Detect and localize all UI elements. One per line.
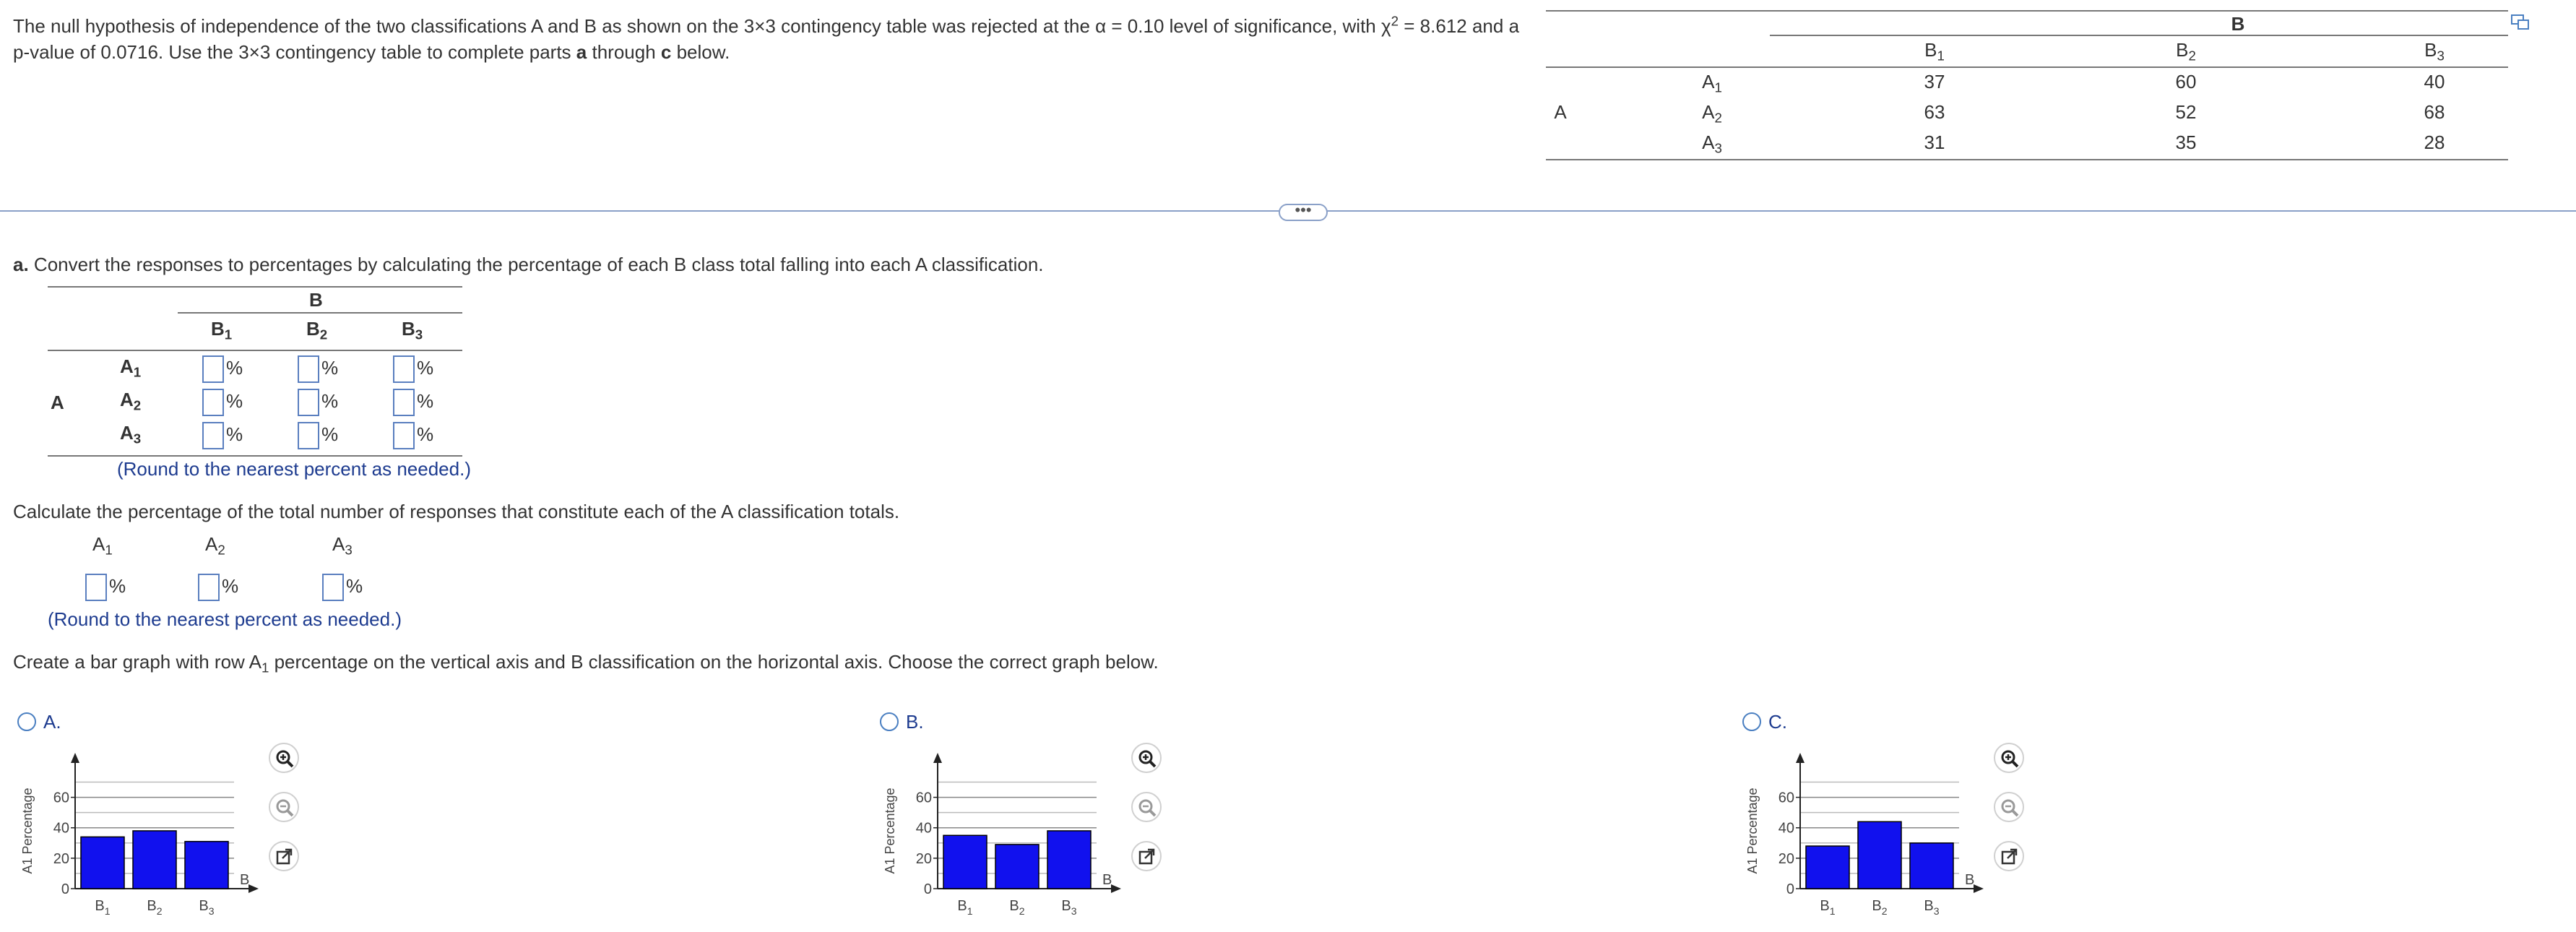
pct-input-a3-b2[interactable] [298, 422, 319, 449]
round-note: (Round to the nearest percent as needed.) [117, 458, 471, 480]
zoom-out-icon[interactable] [269, 792, 299, 822]
popout-icon[interactable] [1131, 841, 1162, 871]
option-radio-c[interactable] [1742, 712, 1761, 731]
pct-input-a2-b3[interactable] [393, 389, 415, 416]
pct-sign: % [417, 390, 434, 412]
y-tick-label: 0 [61, 881, 69, 897]
y-tick-label: 20 [1778, 850, 1794, 867]
col-header: $B_3$ [2424, 39, 2445, 64]
total-pct-input-a1[interactable] [85, 574, 107, 601]
x-tick-label: $B_1$ [95, 898, 111, 917]
col-header: $B_2$ [2176, 39, 2196, 64]
problem-intro: The null hypothesis of independence of the two classifications A and B as shown on the 3×3 contingency table was rejected at the α = 0.10 level of significance, with $\chi^2 = 8.612$ and a p-value of 0.0716. Use the 3×3 contingency table to complete parts a through c below. [13, 13, 1520, 63]
pct-sign: % [417, 357, 434, 379]
x-tick-label: $B_1$ [957, 898, 973, 917]
bar-chart-b [880, 744, 1140, 925]
pct-sign: % [109, 575, 126, 597]
bar-chart-c [1742, 744, 2002, 925]
pct-sign: % [226, 423, 243, 445]
totals-header: $A_3$ [332, 533, 353, 558]
pct-sign: % [417, 423, 434, 445]
col-group-label: B [309, 289, 323, 311]
total-pct-input-a3[interactable] [322, 574, 344, 601]
table-cell: 52 [2175, 101, 2197, 123]
row-header: $A_1$ [1702, 71, 1722, 95]
pct-sign: % [321, 357, 339, 379]
zoom-in-icon[interactable] [1131, 743, 1162, 773]
x-tick-label: $B_2$ [1009, 898, 1025, 917]
popout-icon[interactable] [269, 841, 299, 871]
row-header: $A_3$ [120, 422, 142, 446]
row-header: $A_2$ [120, 389, 142, 413]
expand-icon[interactable] [2511, 14, 2530, 30]
round-note: (Round to the nearest percent as needed.) [48, 608, 402, 630]
pct-input-a3-b3[interactable] [393, 422, 415, 449]
pct-sign: % [226, 390, 243, 412]
row-group-label: A [51, 392, 64, 413]
option-label[interactable]: B. [906, 711, 924, 733]
expand-divider-button[interactable]: ••• [1279, 204, 1328, 221]
graph-prompt: Create a bar graph with row $A_1$ percentage on the vertical axis and B classification on the horizontal axis. Choose the correct graph below. [13, 651, 1159, 676]
table-cell: 40 [2424, 71, 2445, 92]
x-tick-label: $B_3$ [199, 898, 215, 917]
zoom-in-icon[interactable] [269, 743, 299, 773]
table-cell: 60 [2175, 71, 2197, 92]
zoom-in-icon[interactable] [1994, 743, 2024, 773]
y-tick-label: 20 [915, 850, 932, 867]
totals-prompt: Calculate the percentage of the total number of responses that constitute each of the A classification totals. [13, 501, 900, 522]
pct-sign: % [321, 390, 339, 412]
bar [133, 831, 176, 889]
table-rule [178, 312, 462, 314]
y-tick-label: 60 [915, 790, 932, 806]
zoom-out-icon[interactable] [1994, 792, 2024, 822]
table-cell: 31 [1924, 131, 1945, 153]
bar [1858, 821, 1901, 889]
y-tick-label: 40 [1778, 820, 1794, 837]
row-header: $A_3$ [1702, 131, 1722, 156]
pct-input-a3-b1[interactable] [202, 422, 224, 449]
bar [1910, 843, 1953, 889]
pct-input-a1-b1[interactable] [202, 355, 224, 383]
table-rule [48, 286, 462, 288]
y-tick-label: 40 [53, 820, 69, 837]
table-cell: 35 [2175, 131, 2197, 153]
totals-header: $A_2$ [205, 533, 225, 558]
pct-input-a2-b1[interactable] [202, 389, 224, 416]
table-rule [48, 350, 462, 351]
y-tick-label: 0 [1786, 881, 1794, 897]
pct-sign: % [346, 575, 363, 597]
x-axis-label: B [240, 872, 250, 888]
col-header: $B_1$ [211, 318, 233, 342]
y-tick-label: 60 [1778, 790, 1794, 806]
bar [1806, 846, 1849, 889]
y-axis-arrow [1796, 753, 1805, 763]
table-cell: 63 [1924, 101, 1945, 123]
x-tick-label: $B_1$ [1820, 898, 1836, 917]
table-rule [48, 455, 462, 457]
col-group-label: B [2231, 13, 2245, 35]
pct-sign: % [222, 575, 239, 597]
zoom-out-icon[interactable] [1131, 792, 1162, 822]
x-tick-label: $B_2$ [1872, 898, 1888, 917]
totals-header: $A_1$ [92, 533, 113, 558]
table-cell: 37 [1924, 71, 1945, 92]
table-cell: 68 [2424, 101, 2445, 123]
option-radio-a[interactable] [17, 712, 36, 731]
x-axis-label: B [1965, 872, 1975, 888]
contingency-table [1546, 10, 2508, 162]
col-header: $B_1$ [1924, 39, 1945, 64]
bar-chart-a [17, 744, 277, 925]
option-label[interactable]: A. [43, 711, 61, 733]
y-axis-label: A1 Percentage [1745, 788, 1760, 874]
bar [995, 845, 1039, 889]
x-axis-arrow [248, 884, 259, 893]
x-axis-arrow [1974, 884, 1984, 893]
row-header: $A_2$ [1702, 101, 1722, 126]
bar [943, 835, 987, 889]
y-tick-label: 20 [53, 850, 69, 867]
y-axis-arrow [71, 753, 79, 763]
bar [1047, 831, 1091, 889]
x-tick-label: $B_3$ [1061, 898, 1077, 917]
popout-icon[interactable] [1994, 841, 2024, 871]
x-tick-label: $B_2$ [147, 898, 163, 917]
y-axis-label: A1 Percentage [20, 788, 35, 874]
option-label[interactable]: C. [1768, 711, 1787, 733]
col-header: $B_2$ [306, 318, 328, 342]
pct-input-a1-b3[interactable] [393, 355, 415, 383]
row-group-label: A [1554, 101, 1567, 123]
option-radio-b[interactable] [880, 712, 899, 731]
y-tick-label: 40 [915, 820, 932, 837]
pct-input-a2-b2[interactable] [298, 389, 319, 416]
x-tick-label: $B_3$ [1924, 898, 1940, 917]
pct-input-a1-b2[interactable] [298, 355, 319, 383]
pct-sign: % [321, 423, 339, 445]
table-cell: 28 [2424, 131, 2445, 153]
y-axis-arrow [933, 753, 942, 763]
row-header: $A_1$ [120, 355, 142, 380]
x-axis-arrow [1111, 884, 1121, 893]
y-tick-label: 0 [923, 881, 932, 897]
y-axis-label: A1 Percentage [883, 788, 897, 874]
bar [81, 837, 124, 889]
part-a-prompt: a. Convert the responses to percentages by calculating the percentage of each B class total falling into each A classification. [13, 254, 1044, 275]
y-tick-label: 60 [53, 790, 69, 806]
total-pct-input-a2[interactable] [198, 574, 220, 601]
pct-sign: % [226, 357, 243, 379]
x-axis-label: B [1102, 872, 1112, 888]
bar [185, 842, 228, 889]
col-header: $B_3$ [402, 318, 423, 342]
